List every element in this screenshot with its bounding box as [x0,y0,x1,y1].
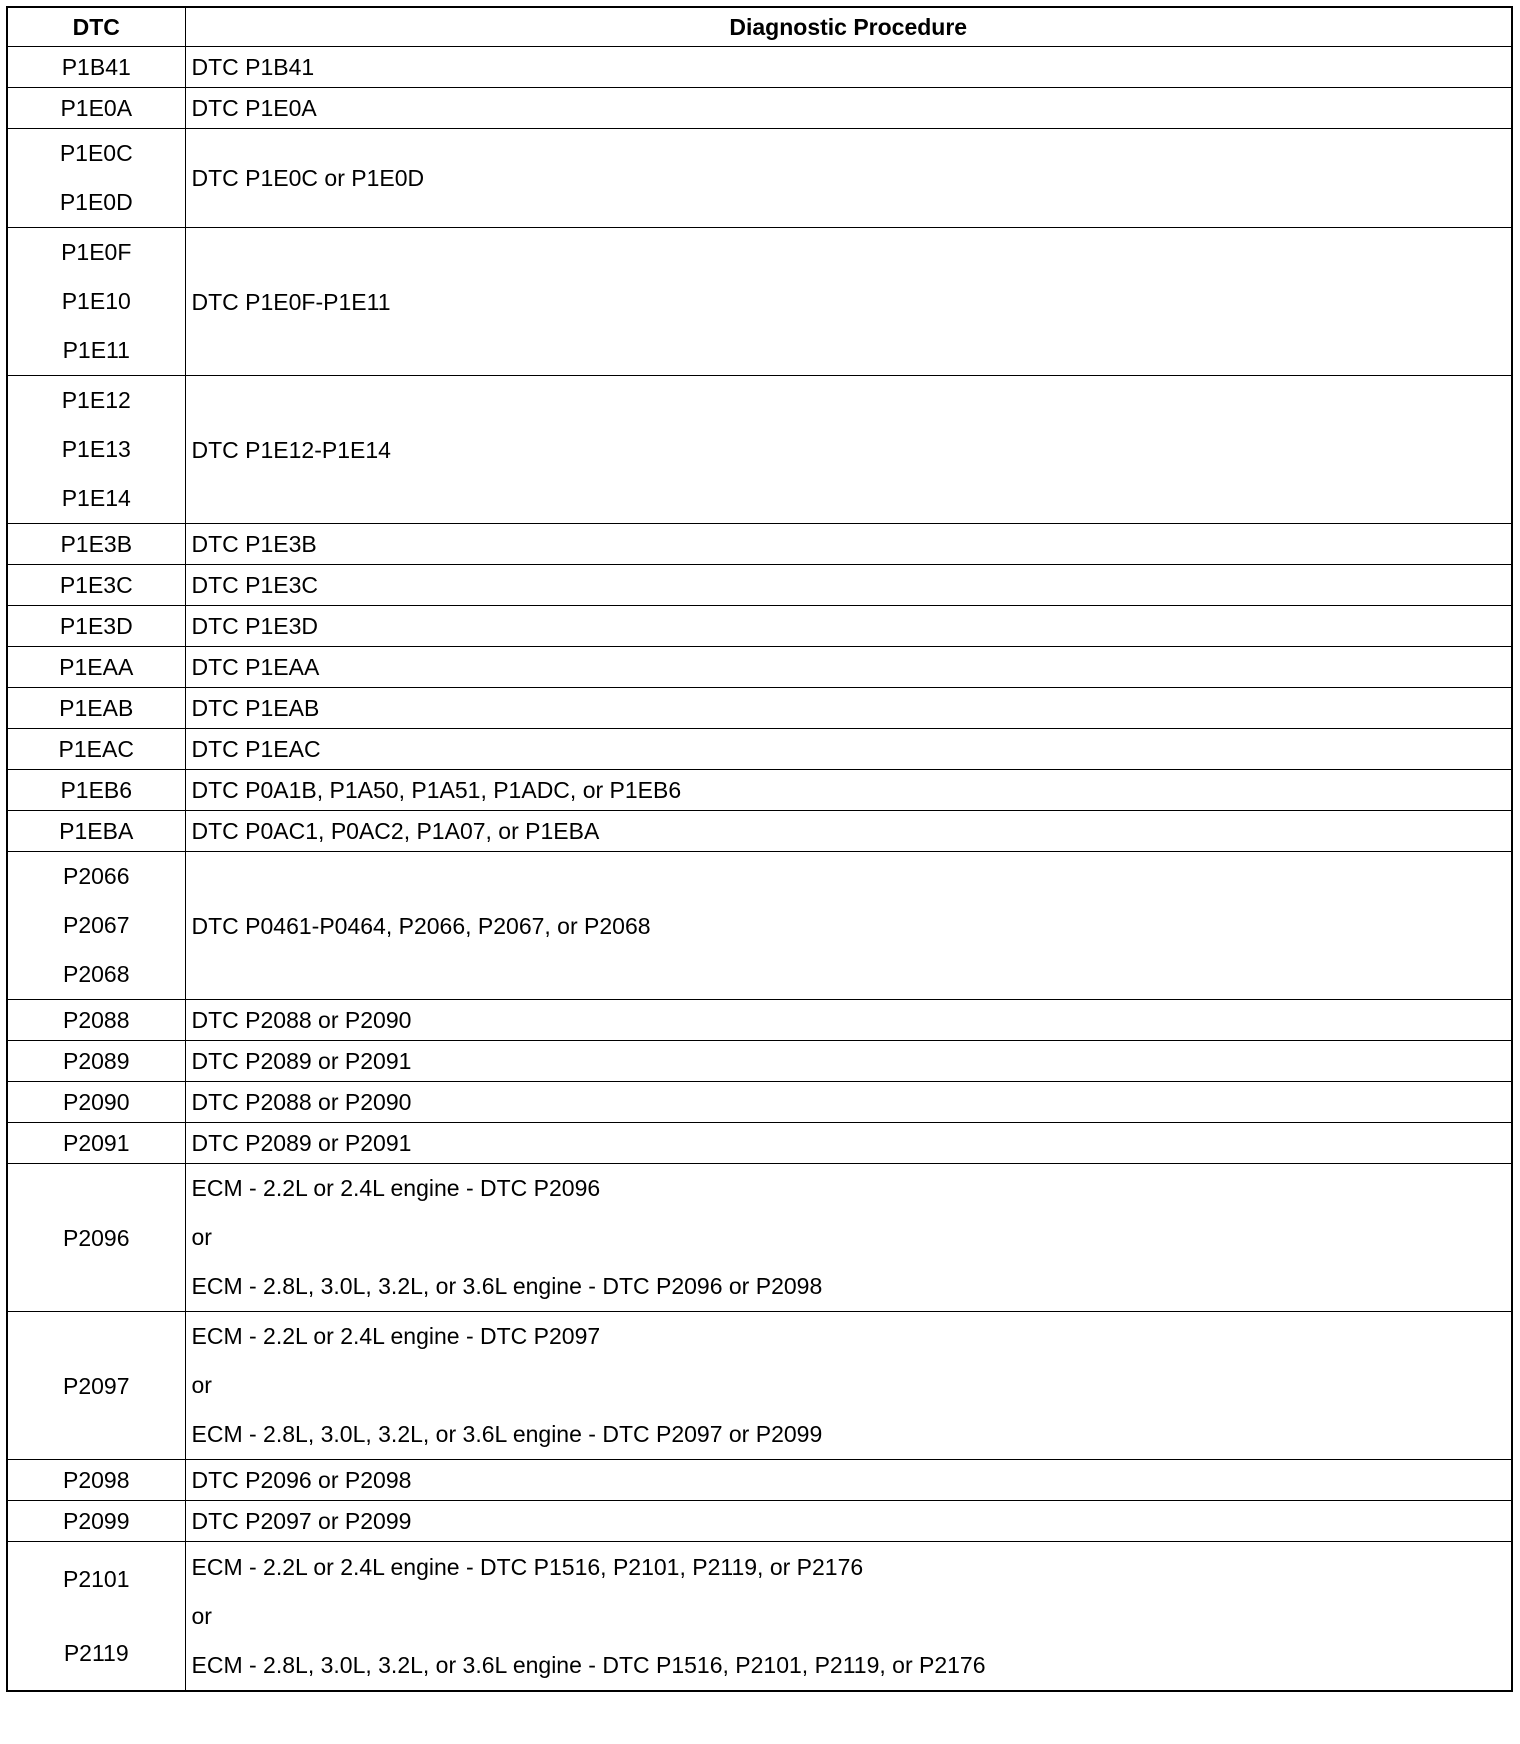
dtc-code: P1EAC [58,736,134,762]
procedure-cell [185,47,1512,88]
procedure-cell [185,524,1512,565]
procedure-text: DTC P1E0F-P1E11 [191,288,391,315]
table-row [7,770,1512,811]
procedure-cell [185,565,1512,606]
procedure-text: DTC P1EAB [191,695,320,721]
procedure-text: DTC P1E3C [191,572,319,598]
procedure-cell [185,811,1512,852]
table-row [7,729,1512,770]
dtc-code: P2099 [62,1508,130,1534]
table-row [7,129,1512,228]
dtc-code: P2066 [62,863,130,889]
table-row [7,1082,1512,1123]
dtc-code: P2067 [62,912,130,938]
procedure-text: DTC P2088 or P2090 [191,1089,412,1115]
procedure-cell [185,1501,1512,1542]
header-row [7,7,1512,47]
procedure-text: ECM - 2.2L or 2.4L engine - DTC P1516, P2101, P2119, or P2176 [191,1553,864,1580]
dtc-code-cell [7,1501,185,1542]
table-row [7,524,1512,565]
dtc-code-cell [7,1082,185,1123]
table-row [7,376,1512,524]
dtc-code-cell [7,88,185,129]
dtc-code-cell [7,1000,185,1041]
dtc-code: P1E11 [62,337,130,363]
dtc-code-cell [7,811,185,852]
procedure-cell [185,770,1512,811]
dtc-code-cell [7,1312,185,1460]
dtc-code-cell [7,729,185,770]
dtc-code: P1E12 [61,387,131,413]
procedure-text: DTC P2089 or P2091 [191,1048,412,1074]
procedure-cell [185,1312,1512,1460]
procedure-cell [185,606,1512,647]
table-row [7,1000,1512,1041]
table-row [7,228,1512,376]
table-row [7,1460,1512,1501]
table-body [7,47,1512,1692]
dtc-code: P2088 [62,1007,130,1033]
table-row [7,1312,1512,1460]
dtc-code: P2101 [62,1566,130,1592]
procedure-text: DTC P2096 or P2098 [191,1467,412,1493]
dtc-code: P2096 [62,1224,130,1251]
table-row [7,606,1512,647]
procedure-text: DTC P1E3D [191,613,319,639]
dtc-code: P2089 [62,1048,130,1074]
procedure-cell [185,228,1512,376]
procedure-text: DTC P0461-P0464, P2066, P2067, or P2068 [191,912,651,939]
dtc-code: P1B41 [61,54,131,80]
dtc-code: P1E0A [60,95,133,121]
procedure-text: or [191,1602,212,1629]
dtc-code: P1E3D [59,613,133,639]
dtc-code-cell [7,770,185,811]
dtc-code: P2091 [62,1130,130,1156]
dtc-code-cell [7,1123,185,1164]
dtc-code-cell [7,1542,185,1692]
dtc-code-cell [7,565,185,606]
procedure-text: DTC P1B41 [191,54,315,80]
procedure-text: DTC P1E3B [191,531,317,557]
procedure-text: or [191,1372,212,1398]
dtc-code: P1E3B [60,531,133,557]
dtc-code-cell [7,524,185,565]
procedure-text: ECM - 2.8L, 3.0L, 3.2L, or 3.6L engine - DTC P1516, P2101, P2119, or P2176 [191,1651,986,1678]
procedure-cell [185,1542,1512,1692]
dtc-code: P1E0F [61,239,132,265]
procedure-text: DTC P1E0C or P1E0D [191,165,425,191]
dtc-code-cell [7,647,185,688]
dtc-code-cell [7,1041,185,1082]
dtc-code-cell [7,688,185,729]
procedure-text: ECM - 2.2L or 2.4L engine - DTC P2096 [191,1175,601,1201]
dtc-code: P2097 [62,1372,130,1399]
dtc-code: P1EB6 [60,777,133,803]
procedure-text: DTC P0AC1, P0AC2, P1A07, or P1EBA [191,818,600,844]
procedure-text: DTC P1E0A [191,95,317,121]
procedure-text: DTC P2088 or P2090 [191,1007,412,1033]
dtc-code: P1EAB [59,695,134,721]
table-row [7,1542,1512,1692]
table-row [7,1041,1512,1082]
dtc-code: P2068 [62,961,130,987]
procedure-text: ECM - 2.8L, 3.0L, 3.2L, or 3.6L engine - DTC P2097 or P2099 [191,1421,823,1447]
procedure-text: ECM - 2.2L or 2.4L engine - DTC P2097 [191,1323,601,1349]
procedure-cell [185,1082,1512,1123]
dtc-code: P1EAA [59,654,134,680]
dtc-code-cell [7,129,185,228]
procedure-column-header: Diagnostic Procedure [185,7,1512,47]
procedure-cell [185,729,1512,770]
procedure-cell [185,1164,1512,1312]
dtc-code: P1EBA [59,818,134,844]
dtc-code: P1E0D [59,189,133,215]
dtc-code: P1E10 [61,288,131,314]
dtc-code-cell [7,606,185,647]
procedure-text: DTC P2097 or P2099 [191,1508,412,1534]
procedure-cell [185,852,1512,1000]
table-row [7,647,1512,688]
procedure-cell [185,1123,1512,1164]
table-row [7,1123,1512,1164]
dtc-code-cell [7,47,185,88]
dtc-code: P1E0C [59,140,133,166]
dtc-procedure-table [6,6,1513,1692]
dtc-code-cell [7,1164,185,1312]
procedure-cell [185,376,1512,524]
table-row [7,88,1512,129]
table-row [7,47,1512,88]
procedure-cell [185,688,1512,729]
procedure-text: DTC P0A1B, P1A50, P1A51, P1ADC, or P1EB6 [191,777,682,803]
procedure-text: DTC P1E12-P1E14 [191,436,391,463]
dtc-column-header: DTC [7,7,185,47]
dtc-code: P2090 [62,1089,130,1115]
dtc-code-cell [7,1460,185,1501]
dtc-code-cell [7,228,185,376]
procedure-cell [185,1000,1512,1041]
procedure-cell [185,129,1512,228]
table-row [7,688,1512,729]
table-row [7,1164,1512,1312]
table-row [7,1501,1512,1542]
dtc-code: P2098 [62,1467,130,1493]
procedure-text: DTC P2089 or P2091 [191,1130,412,1156]
procedure-cell [185,1041,1512,1082]
dtc-code-cell [7,376,185,524]
table-row [7,811,1512,852]
dtc-code: P2119 [63,1640,129,1666]
procedure-cell [185,88,1512,129]
table-row [7,852,1512,1000]
procedure-text: DTC P1EAC [191,736,321,762]
table-row [7,565,1512,606]
procedure-text: DTC P1EAA [191,654,320,680]
dtc-code: P1E13 [61,436,131,462]
dtc-code: P1E14 [61,485,131,511]
procedure-text: or [191,1224,212,1250]
dtc-code: P1E3C [59,572,133,598]
procedure-cell [185,1460,1512,1501]
dtc-code-cell [7,852,185,1000]
procedure-text: ECM - 2.8L, 3.0L, 3.2L, or 3.6L engine - DTC P2096 or P2098 [191,1273,823,1299]
procedure-cell [185,647,1512,688]
